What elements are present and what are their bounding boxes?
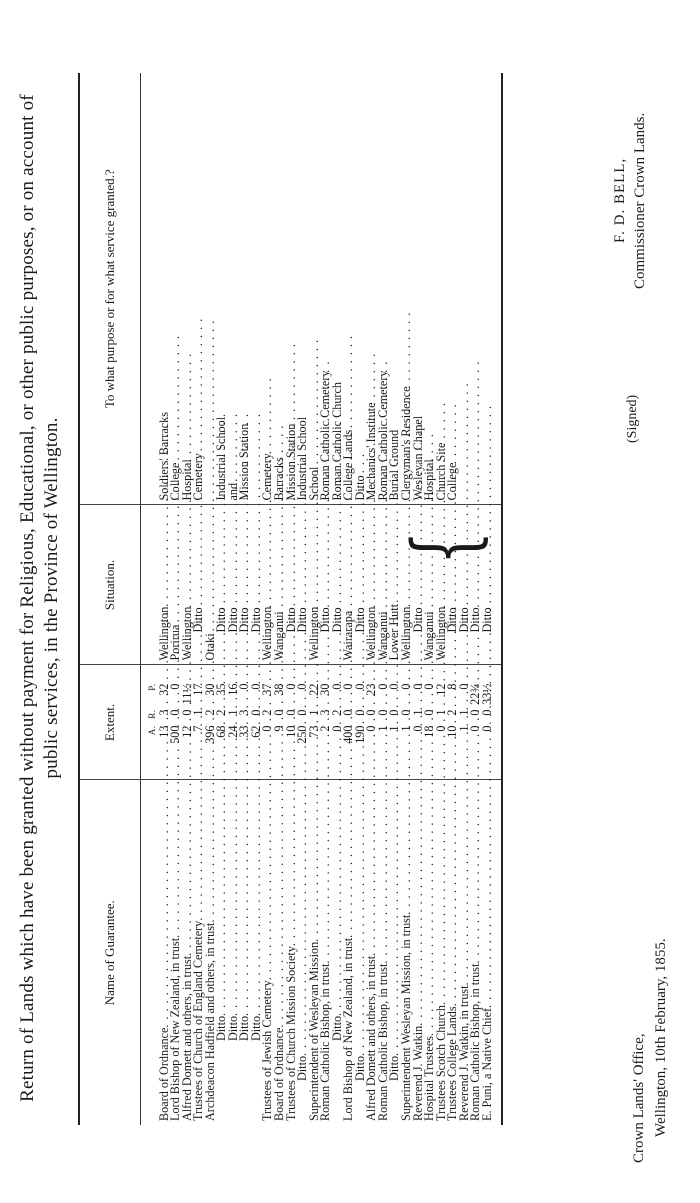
title-line-2: public services, in the Province of Wellington. xyxy=(41,417,62,779)
extent-roods: 0 xyxy=(399,709,414,716)
extent-acres: 500 xyxy=(168,725,183,744)
purpose: Roman Catholic Church xyxy=(329,382,344,501)
header-situation: Situation. xyxy=(79,505,141,665)
purpose: College xyxy=(168,462,183,501)
guarantee-name: Superintendent Wesleyan Mission, in trust xyxy=(399,914,414,1121)
document-title xyxy=(16,33,64,1163)
extent-roods: 3 xyxy=(156,709,171,716)
purpose: Soldiers' Barracks xyxy=(156,411,171,501)
title-line-1: Return of Lands which have been granted without payment for Religious, Educational, or other public purposes, or on account of xyxy=(17,94,38,1102)
extent-acres: 18 xyxy=(422,725,437,738)
extent-acres: 1 xyxy=(399,725,414,732)
situation: Porirua xyxy=(168,624,183,661)
situation: Ditto xyxy=(283,607,298,633)
extent-roods: 0 xyxy=(352,709,367,716)
purpose: School xyxy=(306,466,321,501)
situation: Ditto xyxy=(214,607,229,633)
extent-acres: 1 xyxy=(387,725,402,732)
guarantee-name: Trustees of Church of England Cemetery xyxy=(191,920,206,1121)
situation: Wanganui xyxy=(272,611,287,661)
extent-perches: 30 xyxy=(202,683,217,696)
extent-roods: 2 xyxy=(445,709,460,716)
table-body xyxy=(141,73,503,1125)
guarantee-name: Ditto xyxy=(387,1055,402,1081)
guarantee-name: Ditto xyxy=(329,1015,344,1041)
guarantee-name: Ditto xyxy=(225,1015,240,1041)
extent-roods: 0 xyxy=(295,709,310,716)
extent-roods: 1 xyxy=(225,709,240,716)
name-cell xyxy=(479,780,503,1125)
extent-acres: 0 xyxy=(329,725,344,732)
purpose: Clergyman's Residence xyxy=(399,386,414,501)
purpose: Mission Station xyxy=(237,423,252,501)
extent-acres: 13 xyxy=(156,725,171,738)
extent-perches: 22 xyxy=(306,683,321,696)
guarantee-name: E. Puni, a Native Chief xyxy=(479,1007,494,1121)
situation: Wairarapa xyxy=(341,610,356,661)
situation: Ditto xyxy=(191,607,206,633)
guarantee-name: Archdeacon Hadfield and others, in trust xyxy=(202,922,217,1121)
purpose: Church Site xyxy=(433,442,448,501)
extent-perches: 0 xyxy=(341,683,356,690)
extent-perches: 33½ xyxy=(479,683,494,705)
footer-date: Wellington, 10th February, 1855. xyxy=(653,938,669,1137)
extent-perches: 11½ xyxy=(179,683,194,705)
unit-roods: R. xyxy=(147,709,157,719)
purpose: Ditto xyxy=(352,475,367,501)
extent-roods: 0 xyxy=(248,709,263,716)
extent-roods: 1 xyxy=(433,709,448,716)
guarantee-name: Alfred Domett and others, in trust xyxy=(364,955,379,1121)
footer-signed: (Signed) xyxy=(625,394,640,443)
guarantee-name: Trustees College Lands xyxy=(445,1006,460,1121)
extent-roods: 0 xyxy=(468,709,483,716)
extent-perches: 8 xyxy=(445,683,460,690)
signatory-title: Commissioner Crown Lands. xyxy=(632,112,648,289)
extent-acres: 62 xyxy=(248,725,263,738)
extent-acres: 68 xyxy=(214,725,229,738)
situation: Ditto xyxy=(468,607,483,633)
extent-roods: 1 xyxy=(306,709,321,716)
extent-acres: 9 xyxy=(272,725,287,732)
extent-perches: 23 xyxy=(364,683,379,696)
extent-perches: 16 xyxy=(225,683,240,696)
purpose: Hospital xyxy=(179,459,194,501)
situation: Ditto xyxy=(237,607,252,633)
extent-perches: 0 xyxy=(283,683,298,690)
extent-perches: 0 xyxy=(295,683,310,690)
extent-perches: 38 xyxy=(272,683,287,696)
situation: Wanganui xyxy=(422,611,437,661)
brace-symbol: { xyxy=(394,530,495,565)
situation: Wellington xyxy=(433,606,448,661)
purpose: College xyxy=(445,462,460,501)
extent-roods: 2 xyxy=(329,709,344,716)
footer-office-block xyxy=(628,938,672,1163)
extent-roods: 1 xyxy=(410,709,425,716)
extent-perches: 0 xyxy=(422,683,437,690)
extent-roods: 0 xyxy=(387,709,402,716)
guarantee-name: Superintendent of Wesleyan Mission xyxy=(306,941,321,1121)
extent-roods: 0 xyxy=(283,709,298,716)
situation: Ditto xyxy=(456,607,471,633)
purpose: Burial Ground xyxy=(387,429,402,501)
purpose: Mission Station xyxy=(283,423,298,501)
guarantee-name: Ditto xyxy=(295,1055,310,1081)
purpose: Cemetery xyxy=(260,453,275,501)
table-header-row xyxy=(79,73,141,1125)
guarantee-name: Ditto xyxy=(237,1015,252,1041)
extent-perches: 0 xyxy=(329,683,344,690)
extent-acres: 7 xyxy=(191,725,206,732)
units-extent-cell xyxy=(141,665,159,780)
situation: Ditto xyxy=(479,607,494,633)
extent-acres: 33 xyxy=(237,725,252,738)
purpose: and xyxy=(225,482,240,501)
extent-roods: 0 xyxy=(272,709,287,716)
purpose: Barracks xyxy=(272,457,287,501)
extent-acres: 190 xyxy=(352,725,367,744)
table-row xyxy=(482,73,503,1125)
extent-acres: 250 xyxy=(295,725,310,744)
extent-roods: 0 xyxy=(364,709,379,716)
extent-perches: 0 xyxy=(410,683,425,690)
guarantee-name: Alfred Domett and others, in trust xyxy=(179,955,194,1121)
situation: Ditto xyxy=(329,607,344,633)
extent-roods: 0 xyxy=(375,709,390,716)
extent-perches: 17 xyxy=(191,683,206,696)
situation: Wellington xyxy=(399,606,414,661)
extent-acres: 24 xyxy=(225,725,240,738)
guarantee-name: Board of Ordnance xyxy=(156,1027,171,1121)
extent-perches: 30 xyxy=(318,683,333,696)
guarantee-name: Reverend J. Watkin, in trust xyxy=(456,985,471,1121)
situation: Wellington xyxy=(260,606,275,661)
guarantee-name: Board of Ordnance xyxy=(272,1027,287,1121)
extent-roods: 1 xyxy=(456,709,471,716)
extent-perches: 32 xyxy=(156,683,171,696)
extent-acres: 73 xyxy=(306,725,321,738)
lands-table xyxy=(78,73,503,1125)
situation: Ditto xyxy=(445,607,460,633)
extent-acres: 0 xyxy=(479,725,494,732)
extent-acres: 0 xyxy=(433,725,448,732)
purpose: Hospital xyxy=(422,459,437,501)
guarantee-name: Roman Catholic Bishop, in trust xyxy=(375,963,390,1121)
guarantee-name: Lord Bishop of New Zealand, in trust xyxy=(168,937,183,1121)
extent-acres: 1 xyxy=(456,725,471,732)
extent-acres: 1 xyxy=(375,725,390,732)
guarantee-name: Trustees of Church Mission Society xyxy=(283,946,298,1121)
extent-acres: 10 xyxy=(283,725,298,738)
extent-perches: 35 xyxy=(214,683,229,696)
extent-acres: 2 xyxy=(318,725,333,732)
extent-roods: 3 xyxy=(237,709,252,716)
header-name: Name of Guarantee. xyxy=(79,780,141,1125)
guarantee-name: Roman Catholic Bishop, in trust xyxy=(468,963,483,1121)
extent-acres: 0 xyxy=(364,725,379,732)
purpose-cell xyxy=(343,73,355,505)
extent-roods: 2 xyxy=(214,709,229,716)
situation: Ditto xyxy=(352,607,367,633)
extent-perches: 22¾ xyxy=(468,683,483,705)
extent-perches: 0 xyxy=(387,683,402,690)
purpose: Roman Catholic Cemetery xyxy=(375,370,390,501)
extent-roods: 0 xyxy=(179,709,194,716)
guarantee-name: Trustees Scotch Church xyxy=(433,1004,448,1121)
situation: Ditto xyxy=(410,607,425,633)
purpose: Industrial School xyxy=(295,416,310,501)
extent-acres: 0 xyxy=(410,725,425,732)
situation: Ditto xyxy=(248,607,263,633)
unit-perches: P. xyxy=(147,683,157,691)
extent-acres: 396 xyxy=(202,725,217,744)
extent-roods: 0 xyxy=(479,709,494,716)
purpose: College Lands xyxy=(341,429,356,501)
extent-perches: 0 xyxy=(375,683,390,690)
situation: Wanganui xyxy=(375,611,390,661)
extent-perches: 0 xyxy=(399,683,414,690)
extent-acres: 10 xyxy=(445,725,460,738)
extent-perches: 0 xyxy=(237,683,252,690)
extent-perches: 37 xyxy=(260,683,275,696)
situation: Wellington xyxy=(306,606,321,661)
purpose: Roman Catholic Cemetery xyxy=(318,370,333,501)
unit-acres: A. xyxy=(147,725,157,736)
guarantee-name: Ditto xyxy=(214,1015,229,1041)
extent-acres: 400 xyxy=(341,725,356,744)
situation: Ditto xyxy=(318,607,333,633)
extent-roods: 0 xyxy=(341,709,356,716)
extent-perches: 0 xyxy=(352,683,367,690)
units-row xyxy=(141,73,159,1125)
guarantee-name: Reverend J. Watkin xyxy=(410,1025,425,1121)
extent-acres: 0 xyxy=(260,725,275,732)
extent-roods: 0 xyxy=(168,709,183,716)
purpose: Mechanics' Institute xyxy=(364,402,379,501)
extent-roods: 2 xyxy=(260,709,275,716)
extent-roods: 1 xyxy=(191,709,206,716)
situation: Ditto xyxy=(225,607,240,633)
situation: Otaki xyxy=(202,633,217,661)
guarantee-name: Ditto xyxy=(248,1015,263,1041)
situation: Wellington xyxy=(156,606,171,661)
extent-perches: 0 xyxy=(248,683,263,690)
guarantee-name: Roman Catholic Bishop, in trust xyxy=(318,963,333,1121)
units-name-cell xyxy=(141,780,159,1125)
situation: Ditto xyxy=(295,607,310,633)
extent-perches: 0 xyxy=(456,683,471,690)
extent-perches: 12 xyxy=(433,683,448,696)
extent-perches: 0 xyxy=(168,683,183,690)
purpose: Wesleyan Chapel xyxy=(410,415,425,501)
situation: Wellington xyxy=(179,606,194,661)
purpose: Cemetery xyxy=(191,453,206,501)
guarantee-name: Ditto xyxy=(352,1055,367,1081)
guarantee-name: Trustees of Jewish Cemetery xyxy=(260,980,275,1121)
guarantee-name: Lord Bishop of New Zealand, in trust xyxy=(341,937,356,1121)
header-purpose: To what purpose or for what service granted.? xyxy=(79,73,141,505)
purpose: Industrial School xyxy=(214,416,229,501)
footer-office: Crown Lands' Office, xyxy=(631,1033,647,1163)
extent-roods: 0 xyxy=(422,709,437,716)
extent-roods: 2 xyxy=(202,709,217,716)
header-extent: Extent. xyxy=(79,665,141,780)
situation: Wellington xyxy=(364,606,379,661)
extent-acres: 12 xyxy=(179,725,194,738)
extent-roods: 3 xyxy=(318,709,333,716)
guarantee-name: Hospital Trustees xyxy=(422,1036,437,1121)
situation: Lower Hutt xyxy=(387,603,402,661)
extent-acres: 0 xyxy=(468,725,483,732)
signatory-name: F. D. BELL, xyxy=(612,157,628,243)
